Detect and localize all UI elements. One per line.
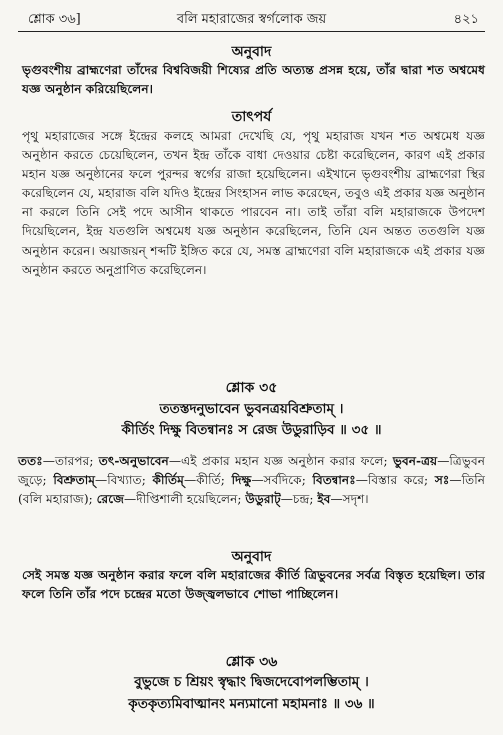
- synonym-word: রেজে: [96, 492, 125, 507]
- translation-heading: অনুবাদ: [231, 44, 272, 60]
- synonym-meaning: —কীর্তি;: [183, 473, 232, 488]
- synonym-word: ভুবন-ত্রয়: [392, 454, 438, 468]
- header-rule: [18, 31, 485, 32]
- verse-36-heading: শ্লোক ৩৬: [225, 654, 278, 670]
- page-number: ৪২১: [453, 12, 479, 27]
- synonym-word: কীর্তিম্: [152, 473, 184, 488]
- synonym-meaning: —তিনি (বলি মহারাজ);: [18, 473, 485, 507]
- translation-35-text: সেই সমস্ত যজ্ঞ অনুষ্ঠান করার ফলে বলি মহারাজের কীর্তি ত্রিভুবনের সর্বত্র বিস্তৃত হয়েছিল। তার ফলে তিনি তাঁর পদে চন্দ্রের মতো উজ্জ্বলভাবে শোভা পাচ্ছিলেন।: [22, 568, 485, 602]
- synonym-word: সঃ: [434, 473, 450, 488]
- synonym-word: তৎ-অনুভাবেন: [98, 454, 169, 468]
- synonym-word: ইব: [317, 492, 331, 507]
- synonym-word: উডুরাট্: [245, 492, 281, 507]
- synonyms-35: [18, 452, 485, 509]
- translation-35-heading: অনুবাদ: [231, 549, 272, 565]
- synonym-meaning: —সদৃশ।: [330, 492, 369, 507]
- translation-text: ভৃগুবংশীয় ব্রাহ্মণেরা তাঁদের বিশ্ববিজয়ী শিষ্যের প্রতি অত্যন্ত প্রসন্ন হয়ে, তাঁর দ্বারা শত অশ্বমেধ যজ্ঞ অনুষ্ঠান করিয়েছিলেন।: [22, 63, 485, 97]
- synonym-word: বিতন্বানঃ: [312, 473, 356, 488]
- verse-35-line-2: কীর্তিং দিক্ষু বিতন্বানঃ স রেজ উডুরাড়িব ॥ ৩৫ ॥: [121, 422, 382, 438]
- synonym-meaning: —দীপ্তিশালী হয়েছিলেন;: [124, 492, 246, 507]
- purport-text: পৃথু মহারাজের সঙ্গে ইন্দ্রের কলহে আমরা দেখেছি যে, পৃথু মহারাজ যখন শত অশ্বমেধ যজ্ঞ অনুষ্ঠান করতে চেয়েছিলেন, তখন ইন্দ্র তাঁকে বাধা দেওয়ার চেষ্টা করেছিলেন, কারণ এই প্রকার মহান যজ্ঞ অনুষ্ঠানের ফলে পুরন্দর স্বর্গের রাজা হয়েছিলেন। এইখানে ভৃগুবংশীয় ব্রাহ্মণেরা স্থির করেছিলেন যে, মহারাজ বলি যদিও ইন্দ্রের সিংহাসন লাভ করেছেন, তবুও এই প্রকার যজ্ঞ অনুষ্ঠান না করলে তিনি সেই পদে আসীন থাকতে পারবেন না। তাই তাঁরা বলি মহারাজকে উপদেশ দিয়েছিলেন, ইন্দ্র যতগুলি অশ্বমেধ যজ্ঞ অনুষ্ঠান করেছিলেন, তিনি যেন অন্তত ততগুলি যজ্ঞ অনুষ্ঠান করেন। অয়াজয়ন্ শব্দটি ইঙ্গিত করে যে, সমস্ত ব্রাহ্মণেরা বলি মহারাজকে এই প্রকার যজ্ঞ অনুষ্ঠান করতে অনুপ্রাণিত করেছিলেন।: [22, 129, 485, 277]
- synonym-word: বিশ্রুতাম্: [53, 473, 96, 488]
- synonym-meaning: —চন্দ্র;: [280, 492, 318, 507]
- verse-36-line-1: বুভুজে চ শ্রিয়ং স্বৃদ্ধাং দ্বিজদেবোপলম্ভিতাম্ ।: [134, 674, 369, 690]
- verse-35-heading: শ্লোক ৩৫: [225, 380, 278, 396]
- page-header: [18, 6, 485, 30]
- synonym-meaning: —সর্বদিকে;: [251, 473, 313, 488]
- synonym-meaning: —বিখ্যাত;: [95, 473, 153, 488]
- synonym-meaning: —তারপর;: [42, 454, 99, 468]
- verse-36-line-2: কৃতকৃত্যমিবাত্মানং মন্যমানো মহামনাঃ ॥ ৩৬ ॥: [128, 696, 375, 712]
- synonym-meaning: —এই প্রকার মহান যজ্ঞ অনুষ্ঠান করার ফলে;: [168, 454, 393, 468]
- synonym-meaning: —বিস্তার করে;: [355, 473, 435, 488]
- header-title: বলি মহারাজের স্বর্গলোক জয়: [176, 12, 327, 27]
- purport-heading: তাৎপর্য: [231, 109, 272, 125]
- header-chapter-ref: শ্লোক ৩৬]: [28, 12, 81, 27]
- synonym-word: ততঃ: [18, 454, 43, 468]
- verse-35-line-1: ততস্তদনুভাবেন ভুবনত্রয়বিশ্রুতাম্ ।: [159, 401, 344, 417]
- synonym-meaning: —ত্রিভুবন জুড়ে;: [18, 454, 486, 488]
- synonym-word: দিক্ষু: [231, 473, 252, 488]
